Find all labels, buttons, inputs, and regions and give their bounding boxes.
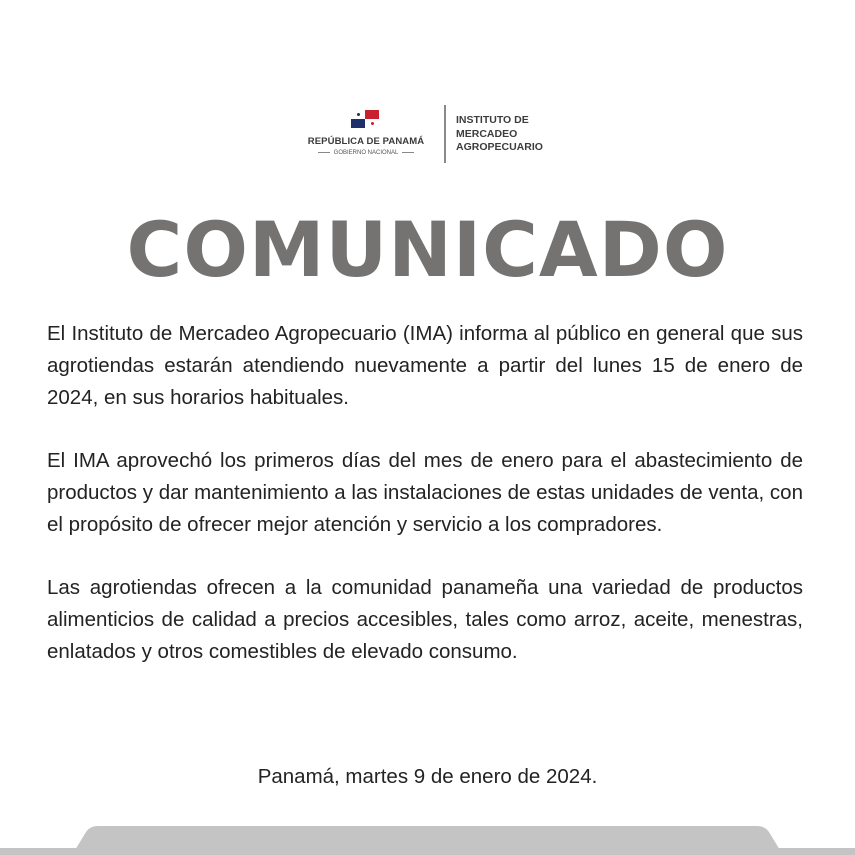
paragraph-3: Las agrotiendas ofrecen a la comunidad panameña una variedad de productos alimenticios de calidad a precios accesibles, tales como arroz, aceite, menestras, enlatados y otros comestibles de elevado consumo. [47, 576, 803, 663]
government-subtitle: GOBIERNO NACIONAL [296, 150, 436, 156]
panama-flag-icon [351, 110, 379, 128]
paragraph-1: El Instituto de Mercadeo Agropecuario (IMA) informa al público en general que sus agrotiendas estarán atendiendo nuevamente a partir del lunes 15 de enero de 2024, en sus horarios habituales. [47, 322, 803, 409]
institute-name-line1: INSTITUTO DE [456, 114, 529, 126]
institute-name-line3: AGROPECUARIO [456, 141, 543, 153]
institute-name [456, 114, 543, 155]
logo-divider [444, 105, 446, 163]
date-signoff: Panamá, martes 9 de enero de 2024. [257, 765, 598, 788]
government-name: REPÚBLICA DE PANAMÁ [307, 136, 425, 147]
announcement-body [47, 318, 803, 699]
footer-band [0, 848, 855, 855]
paragraph-2: El IMA aprovechó los primeros días del mes de enero para el abastecimiento de productos y dar mantenimiento a las instalaciones de estas unidades de venta, con el propósito de ofrecer mejor atención y servicio a los compradores. [47, 449, 803, 536]
page-title: COMUNICADO [126, 205, 729, 294]
header-logos [0, 105, 855, 165]
institute-name-line2: MERCADEO [456, 127, 518, 140]
